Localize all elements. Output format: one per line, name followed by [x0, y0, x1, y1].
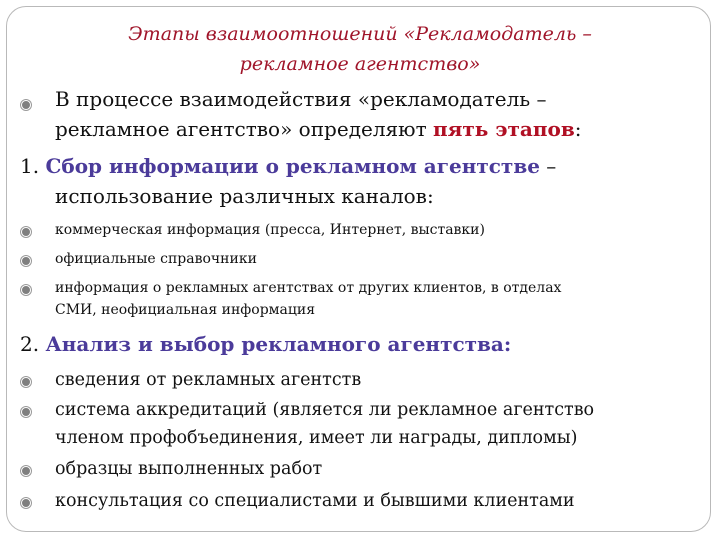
- stage-1-item: коммерческая информация (пресса, Интернет, выставки): [55, 222, 485, 238]
- bullet-icon: [21, 256, 31, 266]
- stage-1-heading-suffix: –: [539, 154, 557, 178]
- stage-2-heading-line: [20, 330, 511, 359]
- intro-line-1: В процессе взаимодействия «рекламодатель –: [55, 87, 547, 111]
- stage-2-number: 2.: [20, 332, 40, 356]
- stage-2-item-continuation: членом профобъединения, имеет ли награды, дипломы): [55, 428, 578, 448]
- intro-line-2-suffix: :: [574, 117, 582, 141]
- stage-2-item: система аккредитаций (является ли рекламное агентство: [55, 400, 595, 420]
- title-line-1: Этапы взаимоотношений «Рекламодатель –: [128, 23, 592, 45]
- stage-1-heading-line: [20, 152, 556, 181]
- bullet-icon: [21, 227, 31, 237]
- bullet-icon: [21, 285, 31, 295]
- bullet-icon: [21, 466, 31, 476]
- stage-1-heading: Сбор информации о рекламном агентстве: [45, 154, 540, 178]
- stage-2-item: образцы выполненных работ: [55, 459, 323, 479]
- stage-1-item: официальные справочники: [55, 251, 257, 267]
- bullet-icon: [21, 377, 31, 387]
- slide-title: [40, 19, 680, 79]
- title-line-2: рекламное агентство»: [239, 53, 481, 75]
- stage-1-line-2: использование различных каналов:: [55, 184, 434, 208]
- stage-1-item: информация о рекламных агентствах от других клиентов, в отделах: [55, 280, 562, 296]
- stage-2-item: консультация со специалистами и бывшими клиентами: [55, 491, 575, 511]
- intro-line-2: [55, 115, 582, 144]
- bullet-icon: [21, 100, 31, 110]
- bullet-icon: [21, 407, 31, 417]
- bullet-icon: [21, 498, 31, 508]
- stage-1-item-continuation: СМИ, неофициальная информация: [55, 302, 316, 318]
- stage-1-number: 1.: [20, 154, 40, 178]
- five-stages-highlight: пять этапов: [433, 117, 575, 141]
- stage-2-heading: Анализ и выбор рекламного агентства:: [45, 332, 512, 356]
- intro-line-2-prefix: рекламное агентство» определяют: [55, 117, 433, 141]
- stage-2-item: сведения от рекламных агентств: [55, 370, 362, 390]
